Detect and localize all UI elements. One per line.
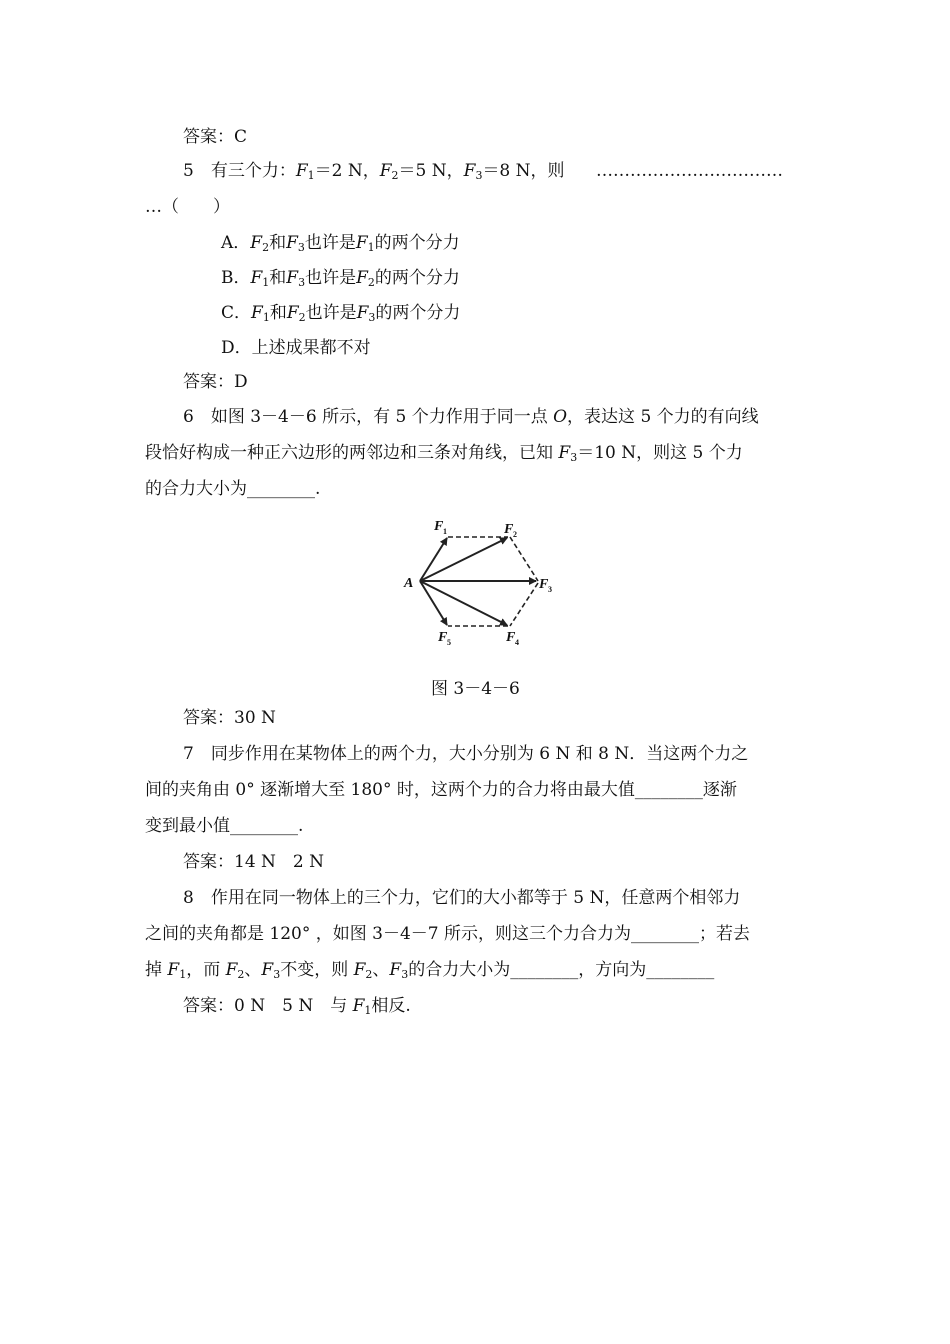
label-f5-sub: 5 — [447, 638, 451, 647]
figure-caption: 图 3－4－6 — [431, 679, 520, 699]
label-f1-sub: 1 — [443, 527, 447, 536]
q6-answer: 答案：30 N — [183, 708, 276, 728]
q5-stem: 5 有三个力：$F_1=2$ N，$F_2=5$ N，$F_3=8$ N，则 — [183, 161, 565, 182]
q5-answer: 答案：D — [183, 372, 248, 392]
q5-option-d: D．上述成果都不对 — [221, 338, 371, 358]
q7-line3: 变到最小值________. — [145, 816, 304, 836]
q6-line3: 的合力大小为________. — [145, 479, 321, 499]
q7-line2: 间的夹角由 0° 逐渐增大至 180° 时，这两个力的合力将由最大值________逐渐 — [145, 780, 737, 800]
q5-option-c: C．$F_1$和$F_2$也许是$F_3$的两个分力 — [221, 303, 461, 324]
q8-line3: 掉 $F_1$，而 $F_2$、$F_3$不变，则 $F_2$、$F_3$的合力大小为________，方向为________ — [145, 960, 715, 981]
q5-option-a: A．$F_2$和$F_3$也许是$F_1$的两个分力 — [221, 233, 460, 254]
q6-line1: 6 如图 3－4－6 所示，有 5 个力作用于同一点 O，表达这 5 个力的有向线 — [183, 407, 759, 427]
q7-line1: 7 同步作用在某物体上的两个力，大小分别为 6 N 和 8 N．当这两个力之 — [183, 744, 749, 764]
q8-line2: 之间的夹角都是 120° ，如图 3－4－7 所示，则这三个力合力为________；若去 — [145, 924, 751, 944]
q8-answer: 答案：0 N 5 N 与 $F_1$相反. — [183, 996, 411, 1017]
q5-leader-dots: …………………………… — [596, 161, 783, 181]
label-f5: F — [438, 630, 448, 645]
q8-line1: 8 作用在同一物体上的三个力，它们的大小都等于 5 N，任意两个相邻力 — [183, 888, 741, 908]
label-f4-sub: 4 — [515, 638, 519, 647]
q6-line2: 段恰好构成一种正六边形的两邻边和三条对角线，已知 $F_3=10$ N，则这 5 个力 — [145, 443, 743, 464]
label-f3-sub: 3 — [548, 585, 552, 594]
label-f4: F — [506, 630, 516, 645]
q4-answer: 答案：C — [183, 127, 248, 147]
label-f3: F — [539, 577, 549, 592]
label-f1: F — [434, 519, 444, 534]
hexagon-force-diagram — [400, 513, 560, 653]
q5-option-b: B．$F_1$和$F_3$也许是$F_2$的两个分力 — [221, 268, 460, 289]
label-f2: F — [504, 522, 514, 537]
q5-paren: …（ ） — [145, 197, 230, 217]
label-a: A — [404, 576, 414, 591]
q7-answer: 答案：14 N 2 N — [183, 852, 325, 872]
label-f2-sub: 2 — [513, 530, 517, 539]
